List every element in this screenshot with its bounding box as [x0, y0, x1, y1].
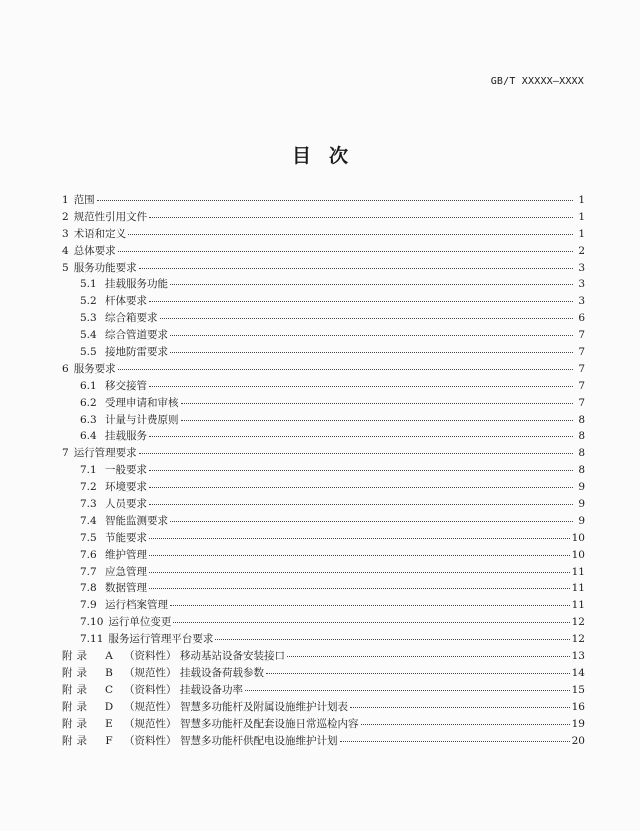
toc-entry-title: 服务功能要求	[73, 261, 137, 274]
toc-entry[interactable]	[62, 276, 585, 293]
toc-entry-title: 移交接管	[105, 379, 147, 392]
toc-entry[interactable]	[62, 428, 585, 445]
toc-entry-title: 节能要求	[105, 531, 147, 544]
appendix-label: 附录	[62, 717, 91, 730]
toc-appendix-entry[interactable]	[62, 699, 585, 716]
toc-entry-number: 6.3	[80, 413, 97, 426]
toc-entry-page: 10	[571, 548, 585, 561]
toc-entry-number: 2	[62, 210, 69, 223]
toc-leader-dots	[149, 587, 570, 589]
toc-entry[interactable]	[62, 192, 585, 209]
toc-entry[interactable]	[62, 344, 585, 361]
toc-leader-dots	[170, 334, 573, 336]
toc-leader-dots	[245, 689, 570, 691]
appendix-label: 附录	[62, 666, 91, 679]
toc-entry-number: 6	[62, 362, 69, 375]
toc-entry-page: 9	[578, 481, 585, 494]
appendix-letter: F	[105, 734, 113, 747]
table-of-contents	[62, 192, 585, 749]
toc-entry-page: 1	[578, 194, 585, 206]
appendix-title: 挂载设备荷载参数	[180, 666, 264, 679]
toc-entry[interactable]	[62, 327, 585, 344]
appendix-label: 附录	[62, 700, 91, 713]
toc-leader-dots	[170, 604, 570, 606]
appendix-title: 移动基站设备安装接口	[180, 650, 285, 663]
toc-leader-dots	[149, 300, 573, 302]
appendix-title: 智慧多功能杆及附属设施维护计划表	[180, 700, 348, 713]
toc-leader-dots	[118, 250, 573, 252]
toc-entry[interactable]	[62, 614, 585, 631]
appendix-letter: C	[104, 683, 114, 696]
toc-entry[interactable]	[62, 445, 585, 462]
toc-entry-number: 5.1	[80, 278, 97, 291]
toc-entry-number: 5.3	[80, 312, 97, 325]
toc-entry-number: 5.5	[80, 346, 97, 359]
appendix-letter: D	[104, 700, 114, 713]
toc-leader-dots	[139, 267, 573, 269]
toc-entry-page: 7	[578, 329, 585, 342]
toc-entry-page: 6	[578, 312, 585, 325]
toc-entry[interactable]	[62, 564, 585, 581]
toc-entry[interactable]	[62, 513, 585, 530]
appendix-title: 挂载设备功率	[180, 683, 243, 696]
toc-entry-number: 7.10	[80, 616, 104, 629]
appendix-title: 智慧多功能杆供配电设施维护计划	[180, 734, 338, 747]
toc-entry[interactable]	[62, 209, 585, 226]
toc-entry-title: 综合管道要求	[105, 329, 168, 342]
toc-entry-title: 运行档案管理	[105, 599, 168, 612]
toc-leader-dots	[149, 385, 573, 387]
toc-entry-number: 6.2	[80, 396, 97, 409]
toc-leader-dots	[361, 723, 570, 725]
toc-entry-number: 7.7	[80, 565, 97, 578]
toc-leader-dots	[149, 469, 573, 471]
toc-entry-title: 环境要求	[105, 481, 147, 494]
toc-entry-number: 7.6	[80, 548, 97, 561]
toc-entry-number: 5	[62, 261, 69, 274]
toc-appendix-entry[interactable]	[62, 648, 585, 665]
toc-entry-page: 2	[578, 244, 585, 257]
toc-entry[interactable]	[62, 631, 585, 648]
toc-entry[interactable]	[62, 260, 585, 277]
toc-entry-title: 一般要求	[105, 464, 147, 477]
appendix-type: （资料性）	[124, 734, 177, 747]
toc-entry-page: 11	[571, 565, 585, 578]
toc-leader-dots	[149, 503, 573, 505]
toc-entry[interactable]	[62, 310, 585, 327]
toc-entry[interactable]	[62, 580, 585, 597]
toc-leader-dots	[97, 199, 573, 201]
toc-entry-title: 挂载服务功能	[105, 278, 168, 291]
toc-entry[interactable]	[62, 243, 585, 260]
toc-entry-title: 杆体要求	[105, 295, 147, 308]
appendix-label: 附录	[62, 650, 91, 663]
toc-entry-title: 服务要求	[73, 362, 116, 375]
appendix-type: （资料性）	[124, 650, 177, 663]
toc-entry[interactable]	[62, 530, 585, 547]
toc-entry-number: 7	[62, 447, 69, 460]
toc-leader-dots	[215, 638, 569, 640]
toc-entry[interactable]	[62, 293, 585, 310]
toc-leader-dots	[118, 368, 573, 370]
toc-entry-page: 3	[578, 261, 585, 274]
toc-entry-number: 7.5	[80, 531, 97, 544]
toc-entry-title: 数据管理	[105, 582, 147, 595]
toc-entry-page: 8	[578, 413, 585, 426]
toc-entry-page: 11	[571, 599, 585, 612]
toc-entry-page: 1	[578, 227, 585, 240]
toc-entry-page: 16	[571, 700, 585, 713]
appendix-label: 附录	[62, 683, 91, 696]
toc-leader-dots	[149, 537, 570, 539]
toc-entry-page: 8	[578, 430, 585, 443]
toc-leader-dots	[170, 351, 573, 353]
toc-entry-title: 人员要求	[105, 498, 147, 511]
toc-entry-title: 综合箱要求	[105, 312, 158, 325]
toc-entry-page: 7	[578, 362, 585, 375]
appendix-type: （规范性）	[124, 666, 177, 679]
toc-entry-number: 6.4	[80, 430, 97, 443]
toc-entry[interactable]	[62, 547, 585, 564]
toc-entry[interactable]	[62, 378, 585, 395]
toc-entry-title: 运行单位变更	[108, 616, 172, 629]
toc-entry-number: 7.4	[80, 514, 97, 527]
toc-entry-number: 6.1	[80, 379, 97, 392]
toc-leader-dots	[149, 571, 570, 573]
toc-entry[interactable]	[62, 395, 585, 412]
toc-entry-title: 受理申请和审核	[105, 396, 179, 409]
toc-entry-page: 14	[571, 666, 585, 679]
toc-leader-dots	[350, 706, 570, 708]
toc-entry-title: 应急管理	[105, 565, 147, 578]
document-code: GB/T XXXXX—XXXX	[490, 76, 584, 87]
toc-leader-dots	[287, 655, 570, 657]
appendix-title: 智慧多功能杆及配套设施日常巡检内容	[180, 717, 359, 730]
appendix-letter: A	[105, 650, 113, 663]
toc-entry-page: 12	[571, 633, 585, 646]
toc-entry-title: 挂载服务	[105, 430, 147, 443]
toc-entry-number: 1	[62, 194, 69, 206]
toc-entry-title: 总体要求	[73, 244, 116, 257]
toc-entry[interactable]	[62, 462, 585, 479]
toc-leader-dots	[149, 554, 570, 556]
toc-entry-number: 5.4	[80, 329, 97, 342]
toc-entry-title: 计量与计费原则	[105, 413, 179, 426]
toc-entry-number: 5.2	[80, 295, 97, 308]
toc-entry-page: 1	[578, 210, 585, 223]
toc-leader-dots	[139, 452, 573, 454]
toc-leader-dots	[149, 435, 573, 437]
toc-entry[interactable]	[62, 597, 585, 614]
toc-entry-title: 范围	[73, 194, 95, 206]
toc-entry-number: 7.11	[80, 633, 104, 646]
toc-entry-page: 15	[571, 683, 585, 696]
appendix-letter: B	[105, 666, 113, 679]
toc-entry-number: 7.1	[80, 464, 97, 477]
toc-entry-number: 7.9	[80, 599, 97, 612]
appendix-type: （规范性）	[124, 700, 177, 713]
toc-entry-title: 智能监测要求	[105, 514, 168, 527]
toc-leader-dots	[149, 216, 573, 218]
toc-entry-page: 12	[571, 616, 585, 629]
toc-entry-page: 9	[578, 498, 585, 511]
toc-appendix-entry[interactable]	[62, 733, 585, 750]
toc-entry-title: 术语和定义	[73, 227, 127, 240]
toc-entry-title: 维护管理	[105, 548, 147, 561]
toc-leader-dots	[266, 672, 570, 674]
toc-entry-page: 3	[578, 295, 585, 308]
toc-entry[interactable]	[62, 226, 585, 243]
toc-entry-page: 10	[571, 531, 585, 544]
appendix-label: 附录	[62, 734, 91, 747]
toc-entry-number: 7.8	[80, 582, 97, 595]
toc-appendix-entry[interactable]	[62, 716, 585, 733]
toc-appendix-entry[interactable]	[62, 682, 585, 699]
appendix-type: （资料性）	[124, 683, 177, 696]
toc-leader-dots	[149, 486, 573, 488]
toc-leader-dots	[181, 419, 574, 421]
toc-entry-page: 7	[578, 379, 585, 392]
toc-entry-page: 3	[578, 278, 585, 291]
toc-leader-dots	[160, 317, 574, 319]
toc-entry-page: 11	[571, 582, 585, 595]
toc-entry-number: 7.3	[80, 498, 97, 511]
toc-entry[interactable]	[62, 412, 585, 429]
toc-leader-dots	[173, 621, 569, 623]
toc-leader-dots	[128, 233, 573, 235]
toc-entry[interactable]	[62, 479, 585, 496]
toc-entry-number: 4	[62, 244, 69, 257]
toc-entry-title: 规范性引用文件	[73, 210, 148, 223]
toc-entry[interactable]	[62, 496, 585, 513]
appendix-letter: E	[105, 717, 113, 730]
toc-entry-title: 运行管理要求	[73, 447, 137, 460]
toc-leader-dots	[170, 520, 573, 522]
toc-leader-dots	[340, 740, 570, 742]
toc-entry-page: 7	[578, 346, 585, 359]
toc-leader-dots	[170, 283, 573, 285]
toc-entry-page: 20	[571, 734, 585, 747]
toc-entry-title: 接地防雷要求	[105, 346, 168, 359]
toc-entry-page: 7	[578, 396, 585, 409]
toc-entry-page: 8	[578, 464, 585, 477]
toc-entry-number: 7.2	[80, 481, 97, 494]
toc-entry-number: 3	[62, 227, 69, 240]
appendix-type: （规范性）	[124, 717, 177, 730]
toc-entry-page: 13	[571, 650, 585, 663]
toc-entry-page: 19	[571, 717, 585, 730]
page-title: 目次	[291, 145, 366, 167]
toc-leader-dots	[181, 402, 574, 404]
toc-appendix-entry[interactable]	[62, 665, 585, 682]
toc-entry-page: 9	[578, 514, 585, 527]
toc-entry-page: 8	[578, 447, 585, 460]
toc-entry-title: 服务运行管理平台要求	[108, 633, 214, 646]
toc-entry[interactable]	[62, 361, 585, 378]
